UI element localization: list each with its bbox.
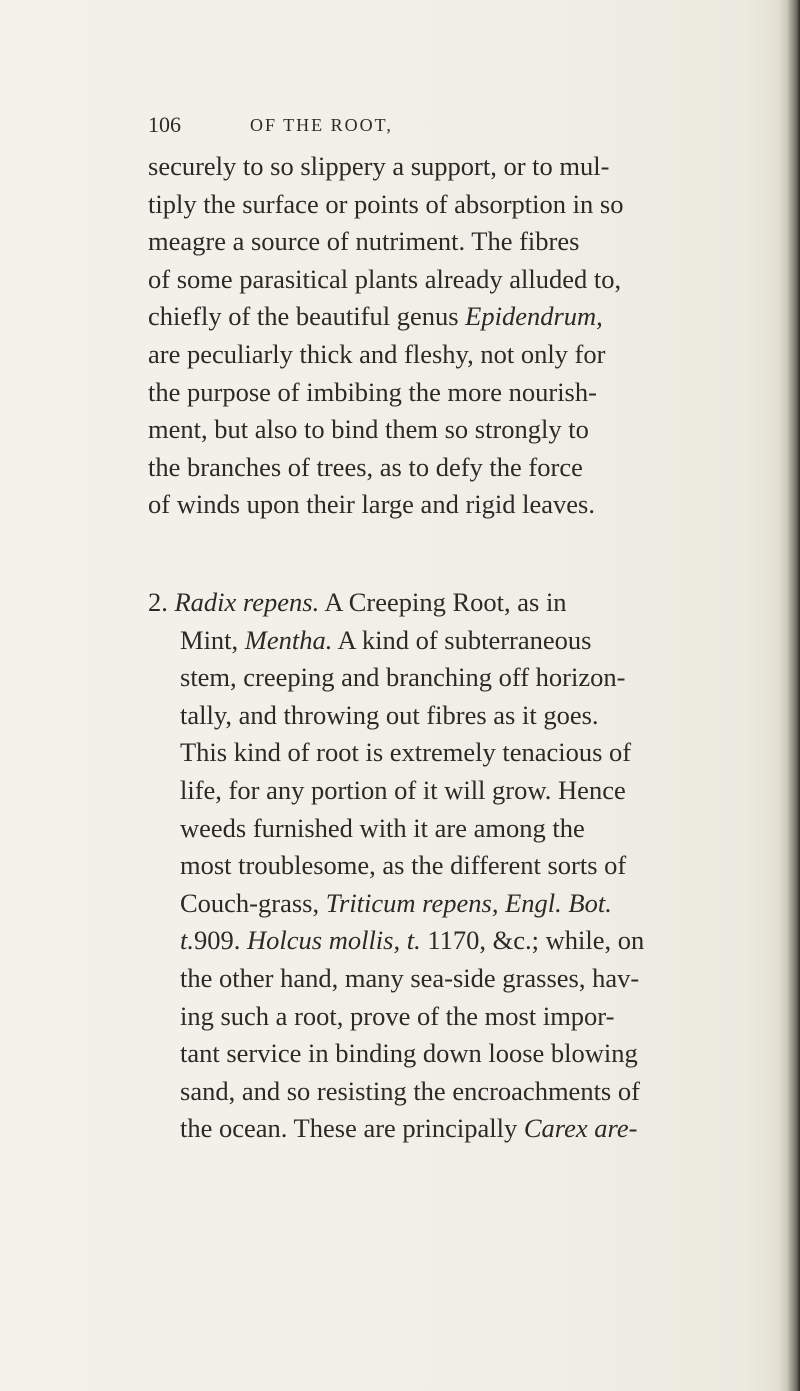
text-line: life, for any portion of it will grow. Hence xyxy=(180,774,626,805)
text-line: the branches of trees, as to defy the force xyxy=(148,451,583,482)
text-span: A Creeping Root, as in xyxy=(319,587,567,617)
text-line: the purpose of imbibing the more nourish- xyxy=(148,376,597,407)
text-span: chiefly of the beautiful genus xyxy=(148,301,466,332)
text-line: stem, creeping and branching off horizon- xyxy=(180,662,626,693)
text-line: ment, but also to bind them so strongly to xyxy=(148,414,589,445)
text-span: Mint, xyxy=(180,624,245,655)
term-name: Radix repens. xyxy=(174,587,320,617)
text-span: Couch-grass, xyxy=(180,887,326,918)
item-number: 2. xyxy=(148,587,168,617)
text-line: weeds furnished with it are among the xyxy=(180,812,585,843)
genus-name: Carex are- xyxy=(523,1113,638,1144)
text-line: ing such a root, prove of the most impor- xyxy=(180,1000,615,1031)
text-line xyxy=(148,1110,708,1148)
running-head: OF THE ROOT, xyxy=(250,115,393,135)
text-line xyxy=(148,622,708,660)
page-edge-shadow xyxy=(778,0,800,1391)
plate-ref: t. xyxy=(180,925,194,956)
text-line: meagre a source of nutriment. The fibres xyxy=(148,226,580,257)
text-line: tant service in binding down loose blowing xyxy=(180,1038,638,1069)
text-line xyxy=(148,922,708,960)
text-line xyxy=(148,584,708,622)
text-line: the other hand, many sea-side grasses, hav- xyxy=(180,962,640,993)
paragraph-1 xyxy=(148,148,708,524)
text-line: of winds upon their large and rigid leaves. xyxy=(148,489,595,520)
species-name: Triticum repens, Engl. Bot. xyxy=(325,887,612,918)
text-span: the ocean. These are principally xyxy=(180,1113,524,1144)
text-span: 909. xyxy=(194,925,247,956)
genus-name: Mentha. xyxy=(244,624,333,655)
text-line: tiply the surface or points of absorption in so xyxy=(148,188,624,219)
genus-name: Epidendrum, xyxy=(465,301,603,332)
text-span: A kind of subterraneous xyxy=(332,624,592,655)
text-line xyxy=(148,885,708,923)
text-span: 1170, &c.; while, on xyxy=(420,925,645,956)
text-line: most troublesome, as the different sorts of xyxy=(180,850,627,881)
text-line: sand, and so resisting the encroachments of xyxy=(180,1075,640,1106)
text-line: This kind of root is extremely tenacious of xyxy=(180,737,632,768)
text-line xyxy=(148,298,708,336)
text-line: of some parasitical plants already alluded to, xyxy=(148,263,622,294)
text-line: tally, and throwing out fibres as it goes. xyxy=(180,699,599,730)
paragraph-2 xyxy=(148,584,708,1148)
species-name: Holcus mollis, t. xyxy=(247,925,421,956)
text-line: securely to so slippery a support, or to mul- xyxy=(148,151,610,181)
text-line: are peculiarly thick and fleshy, not only for xyxy=(148,338,606,369)
page-number: 106 xyxy=(148,112,181,137)
